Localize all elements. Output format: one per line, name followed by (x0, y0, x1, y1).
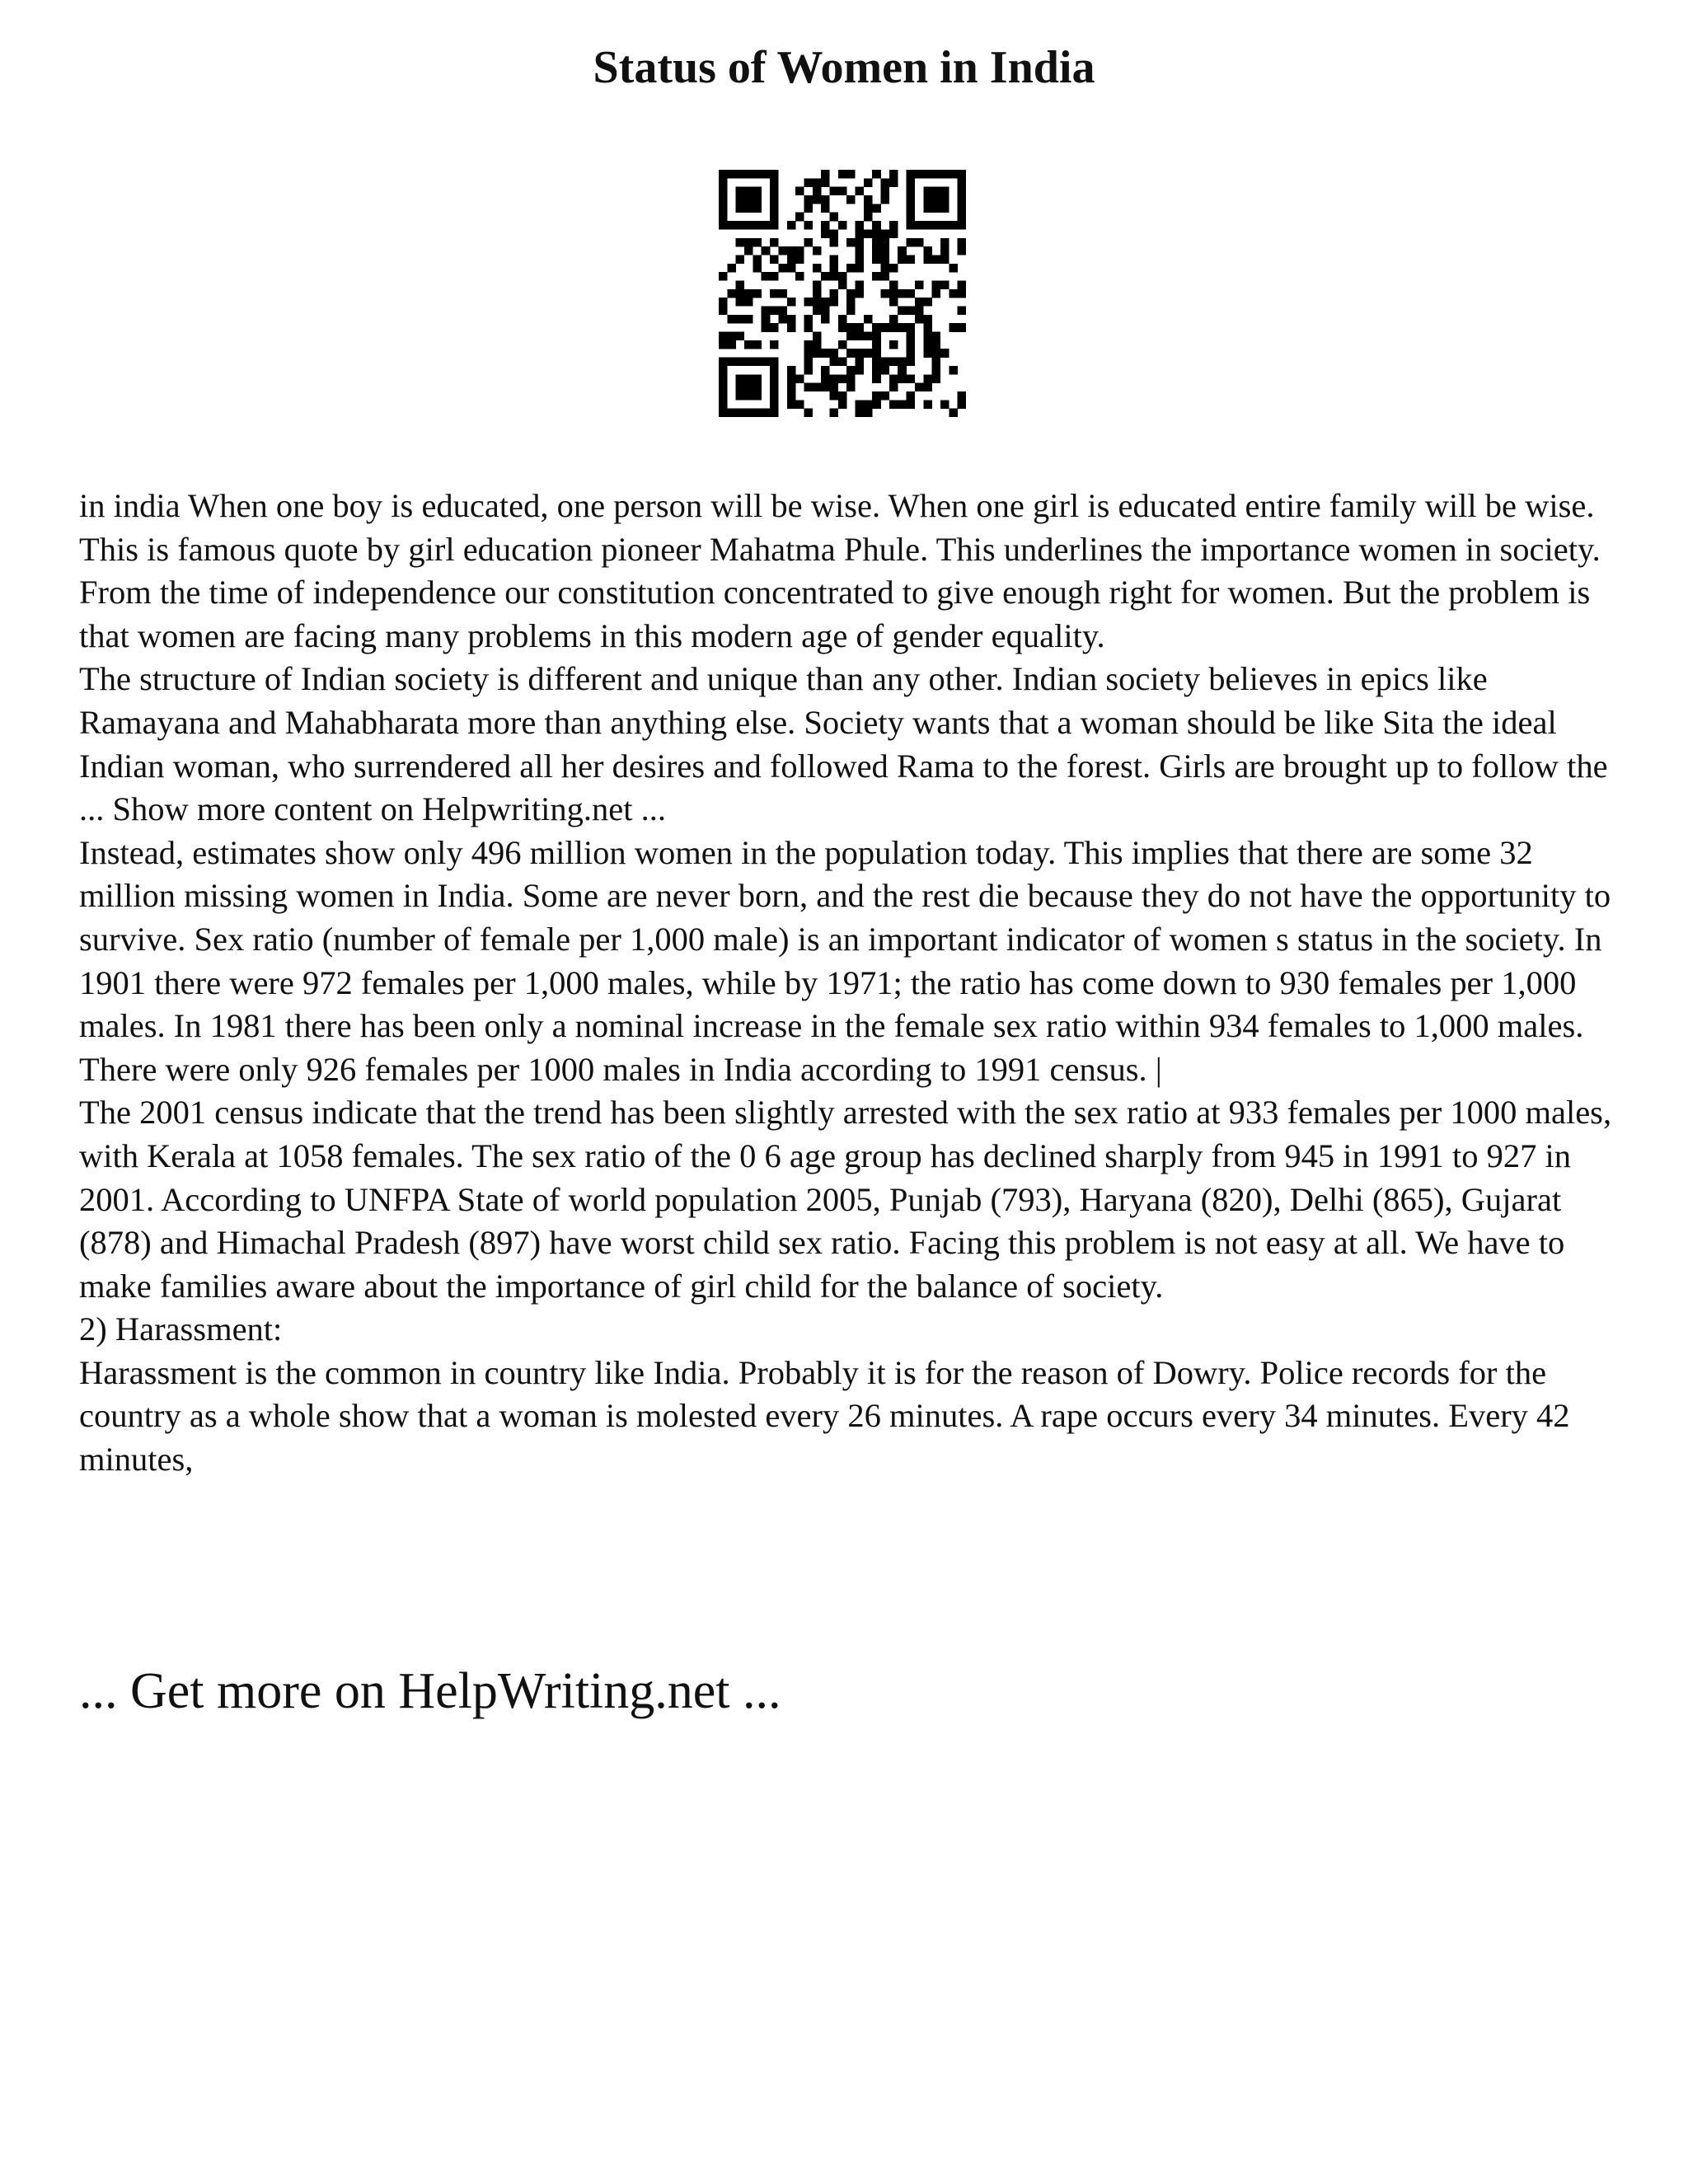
qr-code[interactable] (719, 170, 966, 417)
paragraph-missing-women: Instead, estimates show only 496 million women in the population today. This implies that there are some 32 million missing women in India. Some are never born, and the rest die because they do not have the opportunity to survive. Sex ratio (number of female per 1,000 male) is an important indicator of women s status in the society. In 1901 there were 972 females per 1,000 males, while by 1971; the ratio has come down to 930 females per 1,000 males. In 1981 there has been only a nominal increase in the female sex ratio within 934 females to 1,000 males. There were only 926 females per 1000 males in India according to 1991 census. | (79, 833, 1611, 1088)
paragraph-intro: in india When one boy is educated, one person will be wise. When one girl is educated entire family will be wise. This is famous quote by girl education pioneer Mahatma Phule. This underlines the importance women in society. From the time of independence our constitution concentrated to give enough right for women. But the problem is that women are facing many problems in this modern age of gender equality. (79, 487, 1601, 654)
article-body (79, 485, 1629, 1482)
document-title: Status of Women in India (593, 42, 1095, 93)
section-heading-harassment: 2) Harassment: (79, 1310, 283, 1348)
qr-code-icon (719, 170, 966, 417)
paragraph-society-structure: The structure of Indian society is different and unique than any other. Indian society believes in epics like Ramayana and Mahabharata more than anything else. Society wants that a woman should be like Sita the ideal Indian woman, who surrendered all her desires and followed Rama to the forest. Girls are brought up to follow the ... Show more content on Helpwriting.net ... (79, 660, 1608, 828)
paragraph-harassment: Harassment is the common in country like India. Probably it is for the reason of Dowry. Police records for the country as a whole show that a woman is molested every 26 minutes. A rape occurs every 34 minutes. Every 42 minutes, (79, 1353, 1570, 1479)
paragraph-census-2001: The 2001 census indicate that the trend has been slightly arrested with the sex ratio at 933 females per 1000 males, with Kerala at 1058 females. The sex ratio of the 0 6 age group has declined sharply from 945 in 1991 to 927 in 2001. According to UNFPA State of world population 2005, Punjab (793), Haryana (820), Delhi (865), Gujarat (878) and Himachal Pradesh (897) have worst child sex ratio. Facing this problem is not easy at all. We have to make families aware about the importance of girl child for the balance of society. (79, 1094, 1612, 1305)
get-more-link[interactable]: ... Get more on HelpWriting.net ... (79, 1663, 781, 1719)
